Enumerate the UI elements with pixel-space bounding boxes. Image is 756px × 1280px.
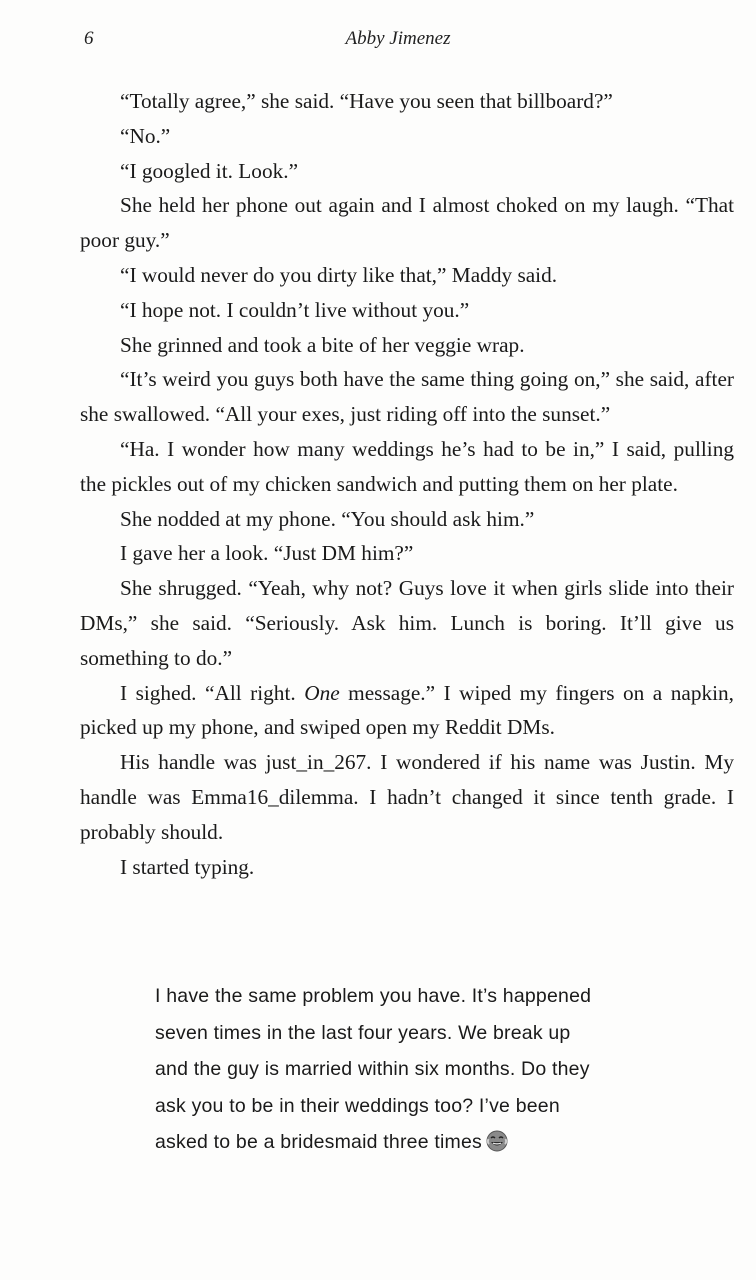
paragraph: “I hope not. I couldn’t live without you.”: [120, 297, 470, 322]
message-line: and the guy is married within six months. Do they: [155, 1058, 590, 1081]
typed-message: [155, 978, 655, 1161]
paragraph: His handle was just_in_267. I wondered if his name was Justin. My handle was Emma16_dilemma. I hadn’t changed it since tenth grade. I probably should.: [80, 750, 734, 844]
message-last-line: [155, 1124, 655, 1161]
paragraph: I gave her a look. “Just DM him?”: [120, 541, 414, 566]
paragraph: She held her phone out again and I almost choked on my laugh. “That poor guy.”: [80, 193, 734, 253]
paragraph-text: I sighed. “All right.: [120, 680, 305, 705]
page-number: 6: [84, 28, 94, 49]
paragraph: I started typing.: [120, 854, 255, 879]
message-line: seven times in the last four years. We break up: [155, 1021, 571, 1044]
laughing-crying-emoji-icon: [486, 1128, 508, 1150]
running-head-author: Abby Jimenez: [345, 28, 451, 49]
paragraph: [80, 676, 734, 746]
paragraph: “I would never do you dirty like that,” Maddy said.: [120, 262, 558, 287]
paragraph-text: message.” I wiped my fingers on a napkin, picked up my phone, and swiped open my Reddit DMs.: [80, 680, 735, 740]
paragraph: “I googled it. Look.”: [120, 158, 299, 183]
message-line: I have the same problem you have. It’s happened: [155, 985, 592, 1007]
page-header: [0, 28, 756, 58]
paragraph: She grinned and took a bite of her veggie wrap.: [120, 332, 525, 357]
paragraph: “Ha. I wonder how many weddings he’s had to be in,” I said, pulling the pickles out of my chicken sandwich and putting them on her plate.: [80, 436, 734, 496]
paragraph: “No.”: [120, 123, 171, 148]
body-text: [80, 84, 734, 884]
paragraph: She shrugged. “Yeah, why not? Guys love it when girls slide into their DMs,” she said. “Seriously. Ask him. Lunch is boring. It’ll give us something to do.”: [80, 576, 734, 670]
paragraph: She nodded at my phone. “You should ask him.”: [120, 506, 535, 531]
paragraph: “It’s weird you guys both have the same thing going on,” she said, after she swallowed. “All your exes, just riding off into the sunset.”: [80, 367, 734, 427]
emphasized-word: One: [304, 680, 340, 705]
message-line-text: asked to be a bridesmaid three times: [155, 1131, 482, 1154]
message-line: ask you to be in their weddings too? I’ve been: [155, 1094, 560, 1117]
paragraph: “Totally agree,” she said. “Have you seen that billboard?”: [120, 89, 613, 113]
